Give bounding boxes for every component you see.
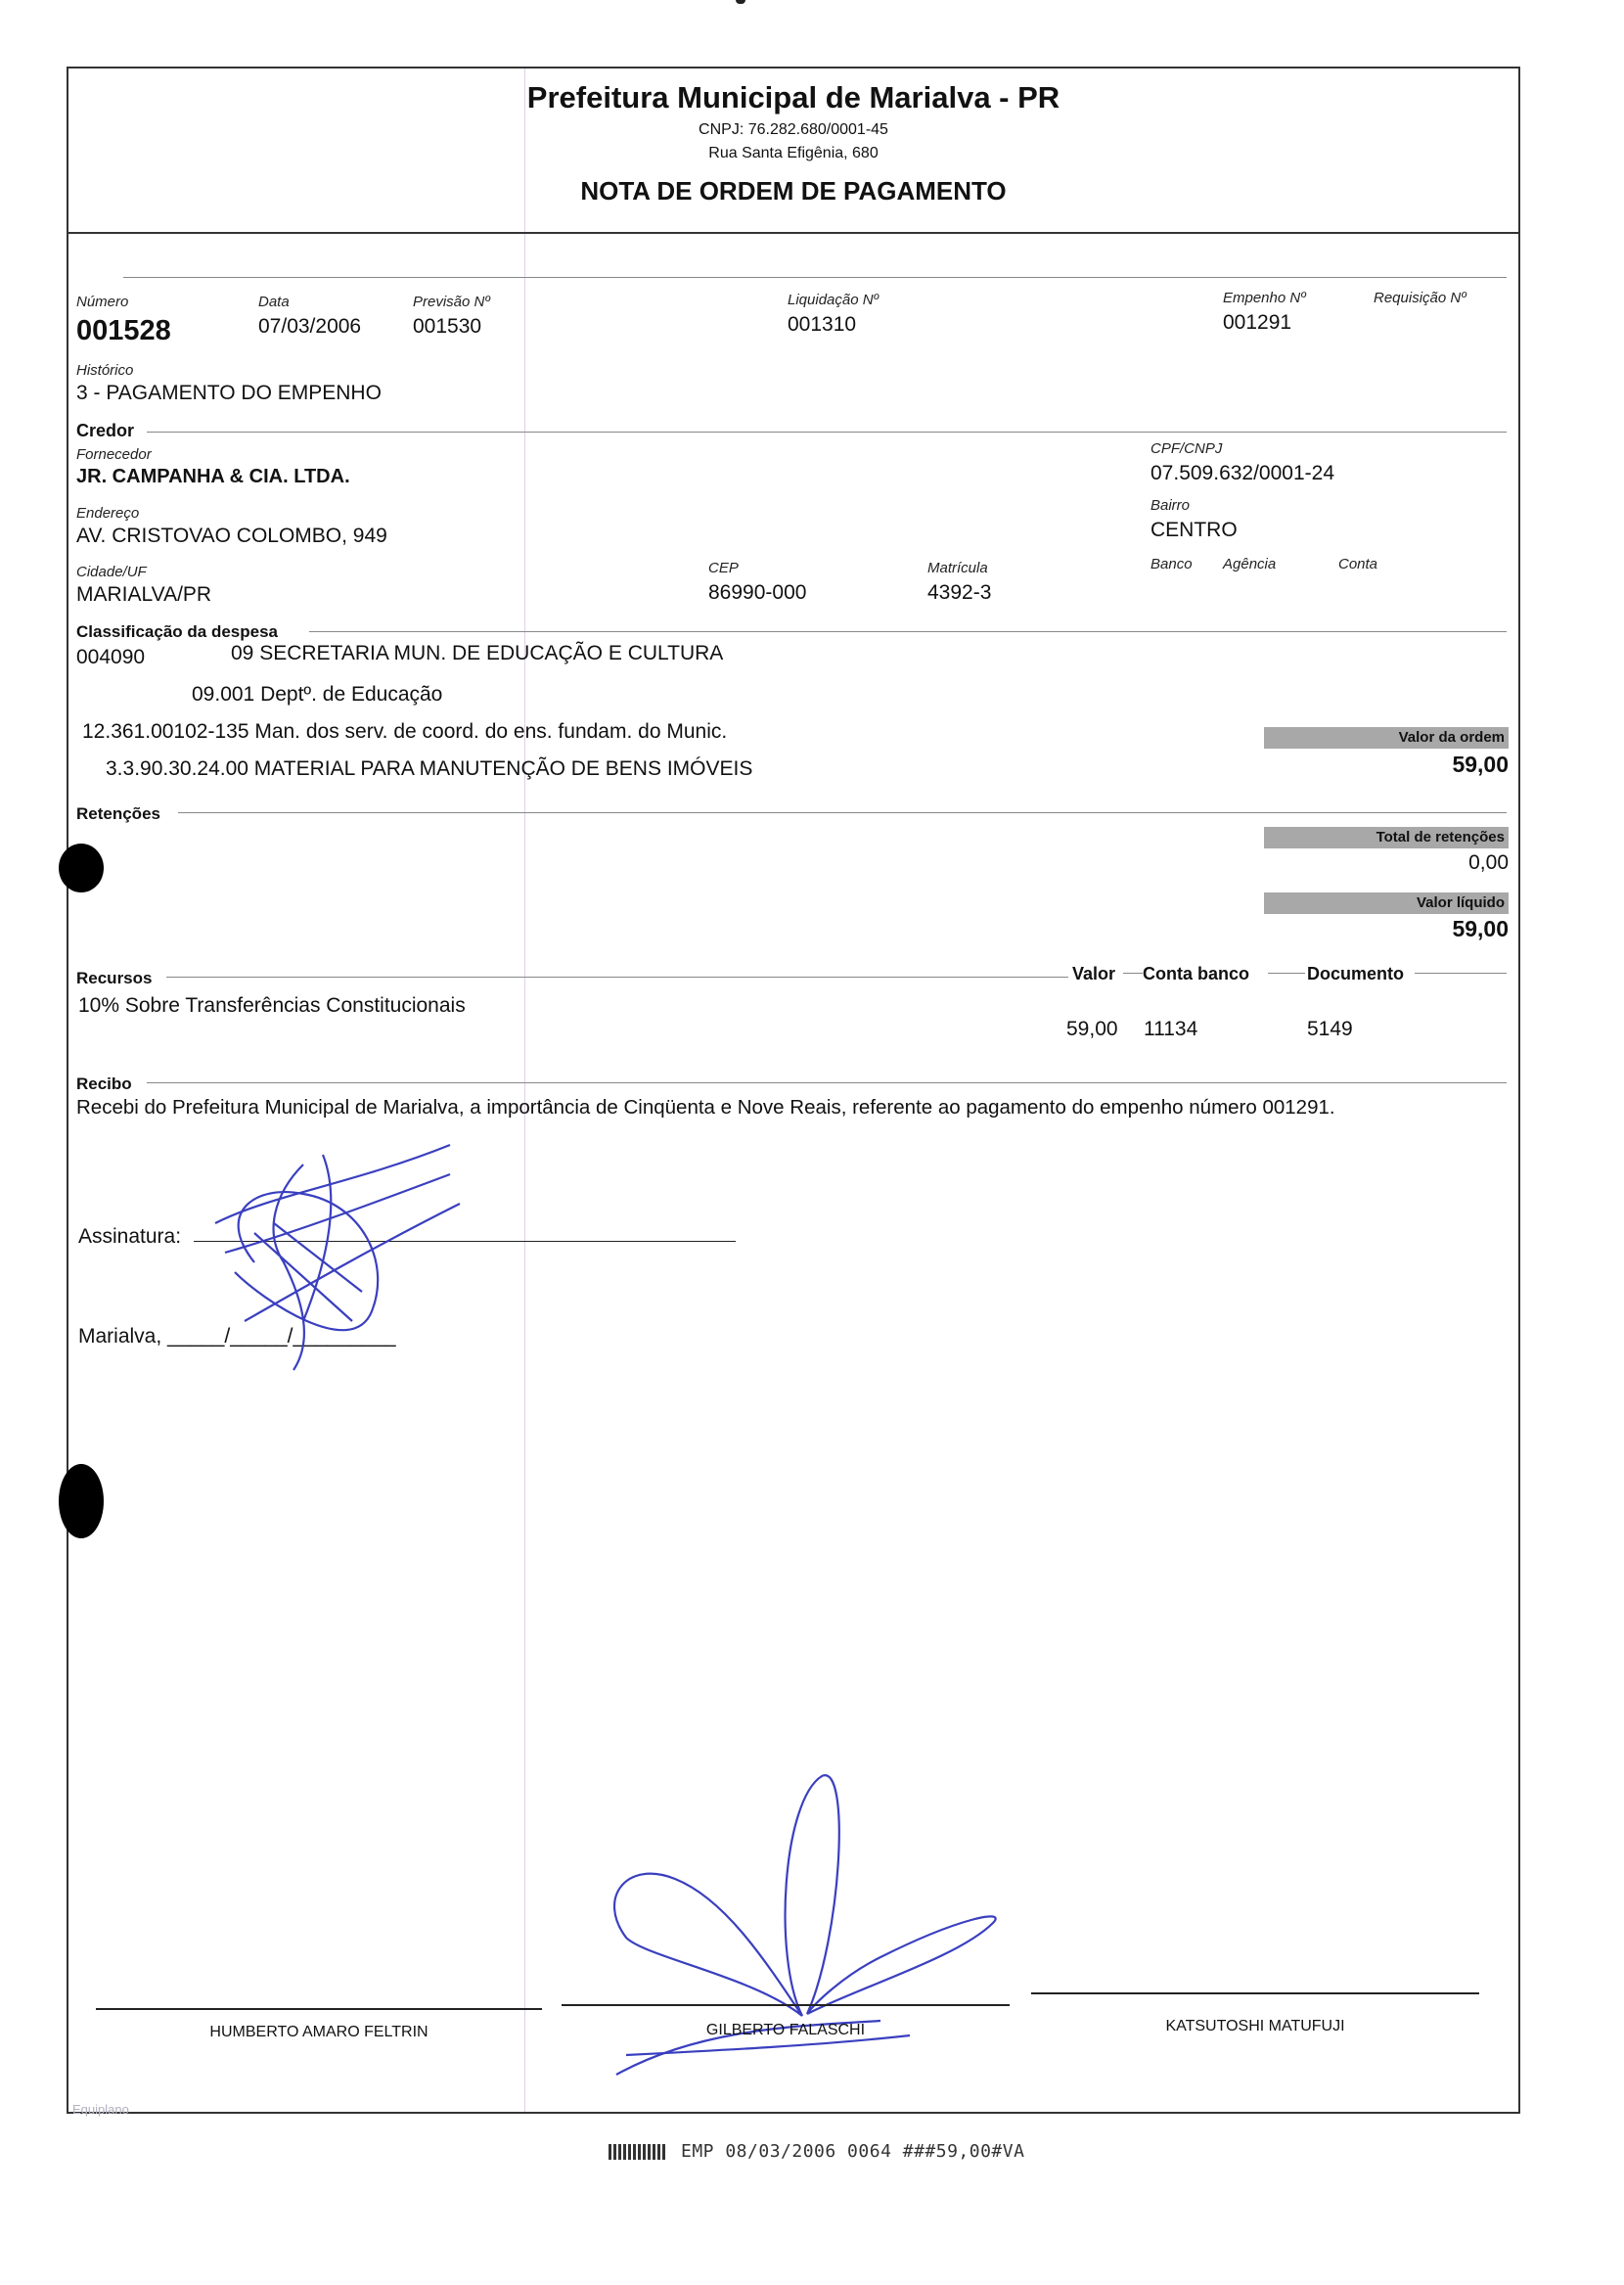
data-value: 07/03/2006 bbox=[258, 315, 362, 338]
endereco-value: AV. CRISTOVAO COLOMBO, 949 bbox=[76, 525, 387, 547]
despesa-divider bbox=[309, 631, 1507, 632]
recursos-documento-label: Documento bbox=[1307, 964, 1404, 983]
valor-ordem-label: Valor da ordem bbox=[1264, 727, 1509, 749]
recibo-divider bbox=[147, 1082, 1507, 1083]
recursos-conta-label: Conta banco bbox=[1143, 964, 1250, 983]
bank-stamp bbox=[609, 2141, 1024, 2162]
header-address: Rua Santa Efigênia, 680 bbox=[708, 145, 879, 161]
local-data-label: Marialva, _____/_____/_________ bbox=[78, 1325, 396, 1348]
signatory-3: KATSUTOSHI MATUFUJI bbox=[1165, 2018, 1345, 2034]
agencia-label: Agência bbox=[1223, 556, 1277, 572]
scan-mark bbox=[736, 0, 745, 4]
signature-line-2 bbox=[562, 2004, 1010, 2006]
matricula-label: Matrícula bbox=[927, 560, 988, 576]
liquidacao-value: 001310 bbox=[788, 313, 857, 336]
bairro-value: CENTRO bbox=[1150, 519, 1238, 541]
retencoes-section: Retenções bbox=[76, 804, 160, 823]
recursos-documento: 5149 bbox=[1307, 1018, 1353, 1040]
historico-value: 3 - PAGAMENTO DO EMPENHO bbox=[76, 382, 382, 404]
endereco-label: Endereço bbox=[76, 505, 140, 522]
recursos-conta: 11134 bbox=[1144, 1018, 1198, 1040]
signatory-2: GILBERTO FALASCHI bbox=[705, 2022, 866, 2038]
despesa-section: Classificação da despesa bbox=[76, 622, 279, 641]
cpf-label: CPF/CNPJ bbox=[1150, 440, 1223, 457]
empenho-value: 001291 bbox=[1223, 311, 1292, 334]
credor-divider bbox=[147, 432, 1507, 433]
bank-logo-icon bbox=[609, 2144, 667, 2160]
recibo-text: Recebi do Prefeitura Municipal de Marialva, a importância de Cinqüenta e Nove Reais, referente ao pagamento do empenho número 001291. bbox=[76, 1096, 1335, 1119]
retencoes-divider bbox=[178, 812, 1507, 813]
recursos-divider-2 bbox=[1123, 973, 1143, 974]
total-retencoes-label: Total de retenções bbox=[1264, 827, 1509, 848]
recursos-fonte: 10% Sobre Transferências Constitucionais bbox=[78, 994, 466, 1017]
assinatura-label: Assinatura: bbox=[78, 1225, 182, 1248]
stamp-text: EMP 08/03/2006 0064 ###59,00#VA bbox=[681, 2141, 1025, 2162]
previsao-value: 001530 bbox=[413, 315, 482, 338]
header-title: Prefeitura Municipal de Marialva - PR bbox=[526, 80, 1060, 114]
recibo-section: Recibo bbox=[76, 1074, 132, 1093]
despesa-secretaria: 09 SECRETARIA MUN. DE EDUCAÇÃO E CULTURA bbox=[231, 642, 724, 664]
banco-label: Banco bbox=[1150, 556, 1193, 572]
valor-liquido-label: Valor líquido bbox=[1264, 892, 1509, 914]
recursos-valor: 59,00 bbox=[1066, 1018, 1118, 1040]
recibo-signature bbox=[196, 1125, 470, 1380]
signature-line-1 bbox=[96, 2008, 542, 2010]
ident-divider bbox=[123, 277, 1507, 278]
recursos-divider-4 bbox=[1415, 973, 1507, 974]
cep-label: CEP bbox=[708, 560, 739, 576]
recursos-divider bbox=[166, 977, 1068, 978]
cidade-label: Cidade/UF bbox=[76, 564, 147, 580]
fornecedor-value: JR. CAMPANHA & CIA. LTDA. bbox=[76, 466, 350, 487]
header bbox=[68, 80, 1518, 206]
fold-line bbox=[524, 69, 525, 2112]
punch-hole bbox=[59, 844, 104, 892]
empenho-label: Empenho Nº bbox=[1223, 290, 1306, 306]
total-retencoes-value: 0,00 bbox=[1468, 851, 1509, 874]
valor-liquido-value: 59,00 bbox=[1452, 916, 1509, 941]
recursos-divider-3 bbox=[1268, 973, 1305, 974]
cidade-value: MARIALVA/PR bbox=[76, 583, 212, 606]
despesa-departamento: 09.001 Deptº. de Educação bbox=[192, 683, 443, 706]
punch-hole bbox=[59, 1464, 104, 1538]
numero-label: Número bbox=[76, 294, 129, 310]
cep-value: 86990-000 bbox=[708, 581, 807, 604]
despesa-elemento: 3.3.90.30.24.00 MATERIAL PARA MANUTENÇÃO DE BENS IMÓVEIS bbox=[106, 757, 753, 780]
historico-label: Histórico bbox=[76, 362, 134, 379]
conta-label: Conta bbox=[1338, 556, 1378, 572]
previsao-label: Previsão Nº bbox=[413, 294, 490, 310]
header-cnpj: CNPJ: 76.282.680/0001-45 bbox=[699, 121, 888, 138]
data-label: Data bbox=[258, 294, 290, 310]
valor-ordem-value: 59,00 bbox=[1452, 752, 1509, 777]
software-credit: Equiplano bbox=[72, 2102, 129, 2117]
signature-line-3 bbox=[1031, 1992, 1479, 1994]
matricula-value: 4392-3 bbox=[927, 581, 992, 604]
cpf-value: 07.509.632/0001-24 bbox=[1150, 462, 1335, 484]
despesa-codigo: 004090 bbox=[76, 646, 146, 668]
recursos-valor-label: Valor bbox=[1072, 964, 1116, 983]
doc-title: NOTA DE ORDEM DE PAGAMENTO bbox=[580, 176, 1007, 206]
bairro-label: Bairro bbox=[1150, 497, 1191, 514]
numero-value: 001528 bbox=[76, 315, 171, 346]
signatory-1: HUMBERTO AMARO FELTRIN bbox=[209, 2024, 429, 2040]
header-divider bbox=[67, 232, 1520, 234]
fornecedor-label: Fornecedor bbox=[76, 446, 152, 463]
liquidacao-label: Liquidação Nº bbox=[788, 292, 880, 308]
recursos-section: Recursos bbox=[76, 969, 153, 987]
credor-section: Credor bbox=[76, 421, 135, 440]
despesa-programa: 12.361.00102-135 Man. dos serv. de coord. do ens. fundam. do Munic. bbox=[82, 720, 728, 743]
requisicao-label: Requisição Nº bbox=[1374, 290, 1466, 306]
